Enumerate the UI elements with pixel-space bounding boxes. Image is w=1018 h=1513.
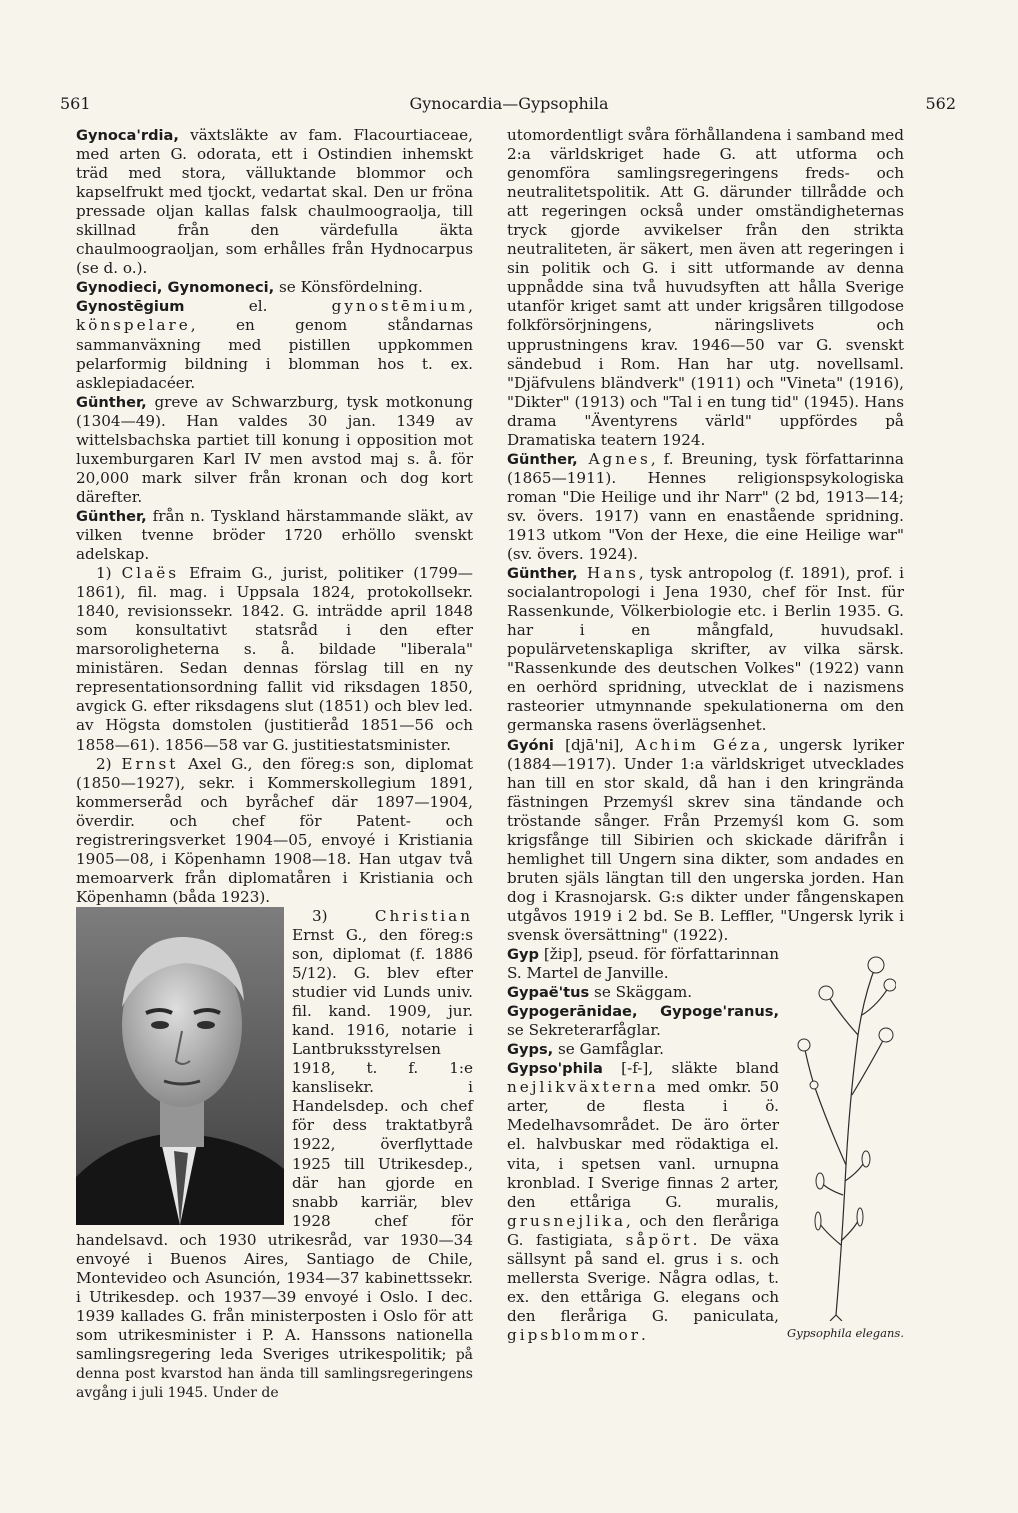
entry-gunther-slakt: Günther, från n. Tyskland härstammande släkt, av vilken tvenne bröder 1720 erhöllo svenskt adelskap. <box>76 506 473 564</box>
entry-gynostegium: Gynostēgium el. gynostēmium, könspelare, en genom ståndarnas sammanväxning med pistillen uppkommen pelarformig bildning i blomman hos t. ex. asklepiadacéer. <box>76 297 473 392</box>
headword: Gynodieci, Gynomoneci, <box>76 279 275 297</box>
continuation-text: utomordentligt svåra förhållandena i samband med 2:a världskriget hade G. att utforma och genomföra samlingsregeringens freds- och neutralitetspolitik. Att G. därunder tillrådde och att regeringen också under omständigheternas tryck gjorde avvikelser från den strikta neutraliteten, är säkert, men även att regeringen i sin politik och G. i sitt utformande av denna uppnådde sina två huvudsyften att hålla Sverige utanför kriget samt att under krigsåren tillgodose folkförsörjningens, näringslivets och upprustningens krav. 1946—50 var G. svenskt sändebud i Rom. Han har utg. novellsaml. "Djäfvulens bländverk" (1911) och "Vineta" (1916), "Dikter" (1913) och "Tal i en tung tid" (1945). Hans drama "Äventyrens värld" uppfördes på Dramatiska teatern 1924. <box>507 126 904 449</box>
running-title: Gynocardia—Gypsophila <box>409 94 609 113</box>
subentry-claes: 1) Claës Efraim G., jurist, politiker (1799—1861), fil. mag. i Uppsala 1824, protokollsekr. 1840, revisionssekr. 1842. G. inträdde april 1848 som konsultativt statsråd i den efter marsoroligheterna s. å. bildade "liberala" ministären. Sedan dennas förslag till en ny representationsordning fallit vid riksdagen 1850, avgick G. efter riksdagens slut (1851) och blev led. av Högsta domstolen (justitieråd 1851—56 och 1858—61). 1856—58 var G. justitiestatsminister. <box>76 564 473 754</box>
headword: Gyóni <box>507 736 554 754</box>
right-column <box>507 126 904 1345</box>
entry-gynocardia: Gynoca'rdia, växtsläkte av fam. Flacourtiaceae, med arten G. odorata, ett i Ostindien inhemskt träd med stora, välluktande blommor och kapselfrukt med tjockt, vedartat skal. Den ur fröna pressade oljan kallas falsk chaulmoograolja, till skillnad från den värdefulla äkta chaulmoograoljan, som erhålles från Hydnocarpus (se d. o.). <box>76 126 473 278</box>
portrait-photo <box>76 907 284 1225</box>
figure-caption: Gypsophila elegans. <box>787 1326 904 1341</box>
entry-gunther-greve: Günther, greve av Schwarzburg, tysk motkonung (1304—49). Han valdes 30 jan. 1349 av wittelsbachska partiet till konung i opposition mot luxemburgaren Karl IV men avstod maj s. å. för 20,000 mark silver från kronan och dog kort därefter. <box>76 392 473 506</box>
entry-gypogeranidae: Gypogerānidae, Gypoge'ranus, se Sekreterarfåglar. <box>507 1003 780 1040</box>
gypsophila-illustration <box>796 945 896 1321</box>
left-column <box>76 126 473 1402</box>
headword: Gypogerānidae, Gypoge'ranus, <box>507 1003 780 1021</box>
subentry-christian: 3) Christian Ernst G., den föreg:s son, diplomat (f. 1886 5/12). G. blev efter studier vid Lunds univ. fil. kand. 1909, jur. kand. 1916, notarie i Lantbruksstyrelsen 1918, t. f. 1:e kanslisekr. i Handelsdep. och chef för dess traktatbyrå 1922, överflyttade 1925 till Utrikesdep., där han gjorde en snabb karriär, blev 1928 chef för handelsavd. och 1930 utrikesråd, var 1930—34 envoyé i Buenos Aires, Santiago de Chile, Montevideo och Asunción, 1934—37 kabinettssekr. i Utrikesdep. och 1937—39 envoyé i Oslo. I dec. 1939 kallades G. från ministerposten i Oslo för att som utrikesminister i P. A. Hanssons nationella samlingsregering leda Sveriges utrikespolitik; på denna post kvarstod han ända till samlingsregeringens avgång i juli 1945. Under de <box>76 906 474 1402</box>
entry-gyoni: Gyóni [djā'ni], Achim Géza, ungersk lyriker (1884—1917). Under 1:a världskriget utvecklades han till en stor skald, då han i den kringrända fästningen Przemyśl skrev sina tändande och tröstande sånger. Från Przemyśl kom G. som krigsfånge till Sibirien och skickade därifrån i hemlighet till Ungern sina dikter, som andades en bruten själs längtan till den ungerska jorden. Han dog i Krasnojarsk. G:s dikter under fångenskapen utgåvos 1919 i 2 bd. Se B. Leffler, "Ungersk lyrik i svensk översättning" (1922). <box>507 735 904 944</box>
headword: Günther, <box>76 507 147 525</box>
headword: Gyps, <box>507 1041 554 1059</box>
headword: Günther, <box>76 393 147 411</box>
entry-gypsophila: Gypso'phila [-f-], släkte bland nejlikväxterna med omkr. 50 arter, de flesta i ö. Medelhavsområdet. De äro örter el. halvbuskar med rödaktiga el. vita, i spetsen vanl. urnupna kronblad. I Sverige finnas 2 arter, den ettåriga G. muralis, grusnejlika, och den fleråriga G. fastigiata, såpört. De växa sällsynt på sand el. grus i s. och mellersta Sverige. Några odlas, t. ex. den ettåriga G. elegans och den fleråriga G. paniculata, gipsblommor. <box>507 1059 780 1344</box>
entry-gypaetus: Gypaë'tus se Skäggam. <box>507 983 693 1002</box>
page-header <box>0 94 1018 116</box>
page-number-left: 561 <box>60 94 91 113</box>
headword: Gyp <box>507 946 539 964</box>
gypsophila-figure <box>787 945 904 1340</box>
headword: Günther, <box>507 450 578 468</box>
entry-gyp: Gyp [žip], pseud. för författarinnan S. Martel de Janville. <box>507 945 780 983</box>
page-number-right: 562 <box>925 94 956 113</box>
entry-gunther-hans: Günther, Hans, tysk antropolog (f. 1891), prof. i socialantropologi i Jena 1930, chef för Inst. für Rassenkunde, Völkerbiologie etc. i Berlin 1935. G. har i en mångfald, huvudsakl. populärvetenskapliga skrifter, av vilka särsk. "Rassenkunde des deutschen Volkes" (1922) vann en oerhörd spridning, utvecklat de i nazismens rasteorier utmynnande spekulationerna om den germanska rasens överlägsenhet. <box>507 564 904 735</box>
headword: Gynoca'rdia, <box>76 127 179 144</box>
entry-gunther-agnes: Günther, Agnes, f. Breuning, tysk författarinna (1865—1911). Hennes religionspsykologiska roman "Die Heilige und ihr Narr" (2 bd, 1913—14; sv. övers. 1917) vann en enastående spridning. 1913 utkom "Von der Hexe, die eine Heilige war" (sv. övers. 1924). <box>507 449 904 564</box>
entry-gynodieci: Gynodieci, Gynomoneci, se Könsfördelning. <box>76 278 423 297</box>
headword: Gypaë'tus <box>507 984 590 1002</box>
headword: Gypso'phila <box>507 1060 603 1078</box>
subentry-ernst: 2) Ernst Axel G., den föreg:s son, diplomat (1850—1927), sekr. i Kommerskollegium 1891, kommerseråd och byråchef där 1897—1904, överdir. och chef för Patent- och registreringsverket 1904—05, envoyé i Kristiania 1905—08, i Köpenhamn 1908—18. Han utgav två memoarverk från diplomatåren i Kristiania och Köpenhamn (båda 1923). <box>76 754 474 906</box>
entry-gyps: Gyps, se Gamfåglar. <box>507 1040 664 1059</box>
headword: Gynostēgium <box>76 298 185 316</box>
headword: Günther, <box>507 565 578 583</box>
